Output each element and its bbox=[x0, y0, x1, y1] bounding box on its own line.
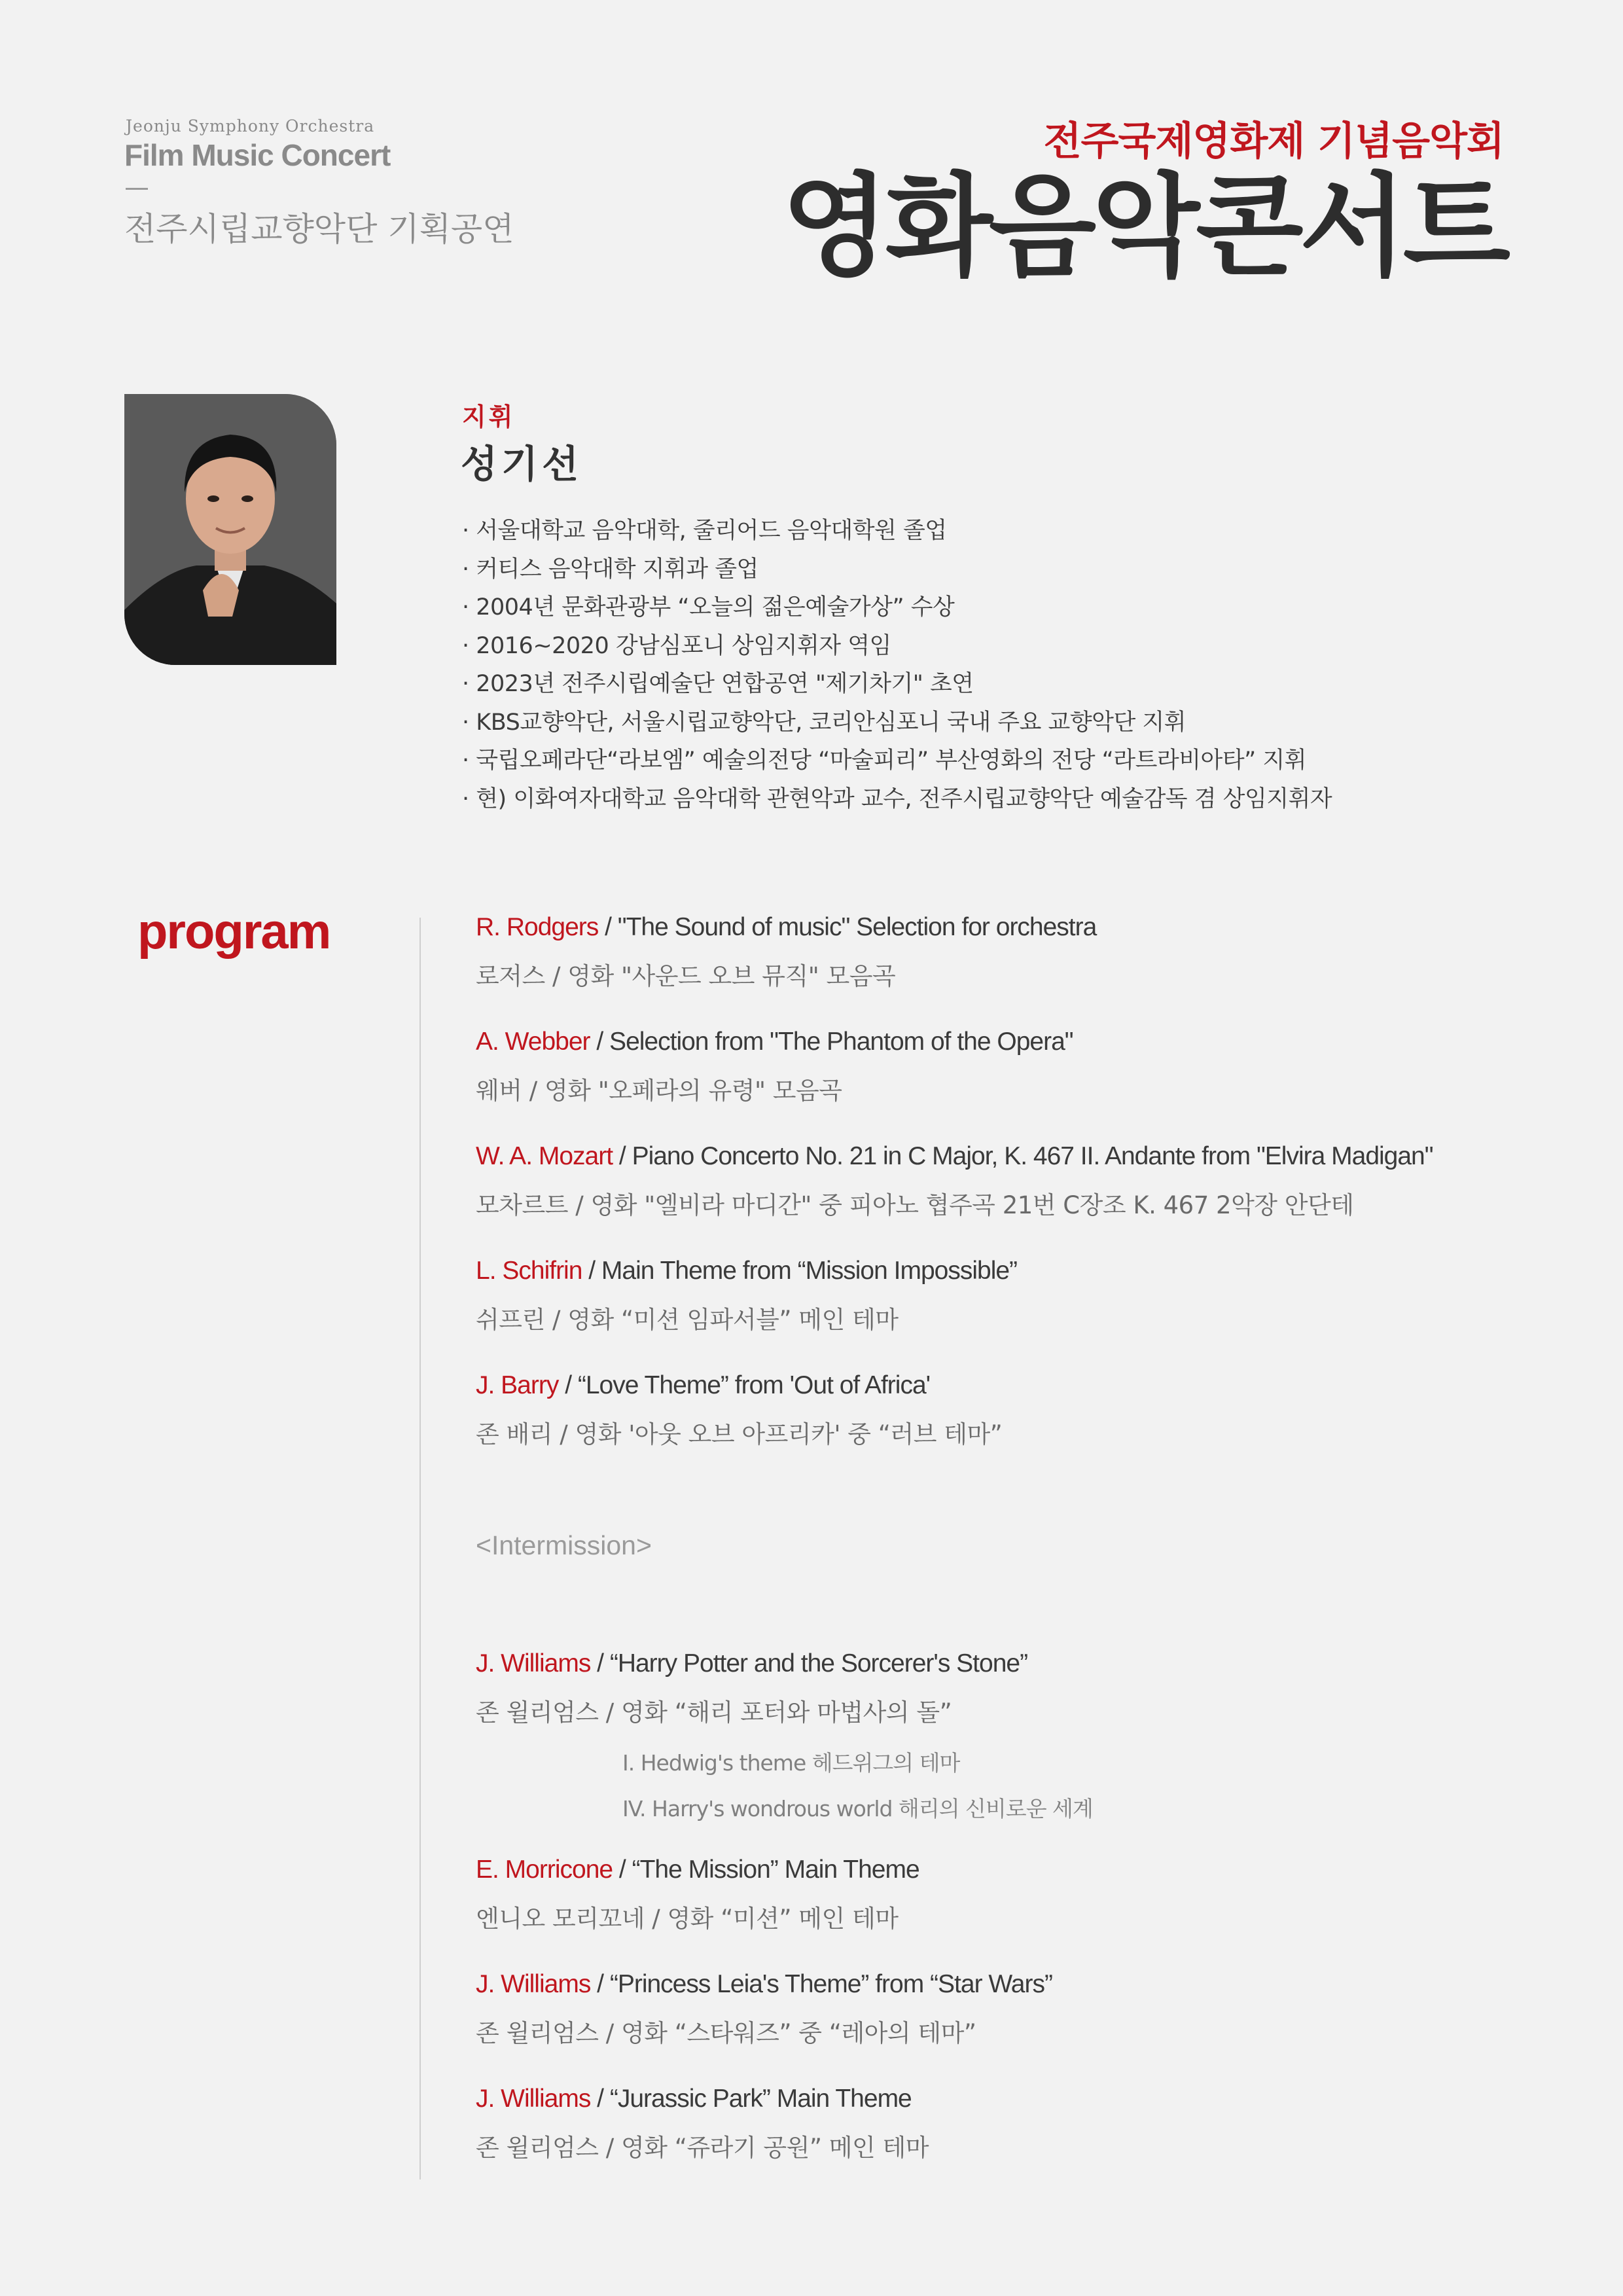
conductor-photo bbox=[124, 394, 336, 665]
event-title: 전주국제영화제 기념음악회 bbox=[1043, 118, 1504, 164]
bio-item: · 현) 이화여자대학교 음악대학 관현악과 교수, 전주시립교향악단 예술감독 겸 상임지휘자 bbox=[462, 785, 1332, 812]
conductor-role: 지휘 bbox=[462, 403, 516, 431]
program-item bbox=[476, 1257, 1017, 1335]
conductor-name: 성기선 bbox=[461, 442, 583, 486]
piece-title: / Selection from "The Phantom of the Opera" bbox=[590, 1028, 1073, 1056]
movement-item: I. Hedwig's theme 헤드위그의 테마 bbox=[622, 1750, 960, 1776]
composer-name: R. Rodgers bbox=[476, 913, 599, 941]
intermission-label: <Intermission> bbox=[476, 1530, 652, 1560]
piece-title-kr: 웨버 / 영화 "오페라의 유령" 모음곡 bbox=[476, 1077, 842, 1105]
conductor-bio bbox=[462, 512, 1332, 818]
composer-name: L. Schifrin bbox=[476, 1257, 582, 1285]
program-item bbox=[476, 1142, 1433, 1221]
piece-title: / “Princess Leia's Theme” from “Star Wars” bbox=[590, 1970, 1052, 1998]
bio-item: · 2016~2020 강남심포니 상임지휘자 역임 bbox=[462, 632, 891, 659]
composer-name: E. Morricone bbox=[476, 1856, 613, 1884]
piece-title-kr: 엔니오 모리꼬네 / 영화 “미션” 메인 테마 bbox=[476, 1905, 899, 1933]
piece-title: / Main Theme from “Mission Impossible” bbox=[582, 1257, 1018, 1285]
program-item bbox=[476, 913, 1096, 992]
composer-name: J. Barry bbox=[476, 1371, 559, 1399]
bio-item: · KBS교향악단, 서울시립교향악단, 코리안심포니 국내 주요 교향악단 지휘 bbox=[462, 709, 1186, 736]
piece-title-kr: 로저스 / 영화 "사운드 오브 뮤직" 모음곡 bbox=[476, 962, 896, 990]
piece-title: / “The Mission” Main Theme bbox=[613, 1856, 919, 1884]
program-heading: program bbox=[137, 904, 330, 960]
composer-name: A. Webber bbox=[476, 1028, 590, 1056]
portrait-illustration bbox=[124, 394, 336, 665]
program-item bbox=[476, 1856, 919, 1934]
piece-title: / Piano Concerto No. 21 in C Major, K. 467 II. Andante from "Elvira Madigan" bbox=[613, 1142, 1433, 1170]
piece-title: / “Jurassic Park” Main Theme bbox=[590, 2085, 912, 2113]
concert-title-logo: 영화음악콘서트 bbox=[781, 162, 1507, 292]
composer-name: J. Williams bbox=[476, 1970, 591, 1998]
piece-title-kr: 존 배리 / 영화 '아웃 오브 아프리카' 중 “러브 테마” bbox=[476, 1420, 1003, 1448]
composer-name: J. Williams bbox=[476, 1649, 591, 1677]
composer-name: W. A. Mozart bbox=[476, 1142, 613, 1170]
orchestra-name-en: Jeonju Symphony Orchestra bbox=[126, 117, 375, 135]
bio-item: · 2023년 전주시립예술단 연합공연 "제기차기" 초연 bbox=[462, 671, 974, 697]
bio-item: · 2004년 문화관광부 “오늘의 젊은예술가상” 수상 bbox=[462, 594, 955, 620]
piece-title-kr: 존 윌리엄스 / 영화 “해리 포터와 마법사의 돌” bbox=[476, 1698, 952, 1727]
piece-title: / "The Sound of music" Selection for orchestra bbox=[598, 913, 1097, 941]
bio-item: · 국립오페라단“라보엠” 예술의전당 “마술피리” 부산영화의 전당 “라트라비아타” 지휘 bbox=[462, 747, 1307, 774]
piece-title-kr: 쉬프린 / 영화 “미션 임파서블” 메인 테마 bbox=[476, 1306, 899, 1334]
bio-item: · 서울대학교 음악대학, 줄리어드 음악대학원 졸업 bbox=[462, 518, 947, 544]
program-item bbox=[476, 1649, 1027, 1728]
orchestra-subtitle-kr: 전주시립교향악단 기획공연 bbox=[124, 210, 514, 248]
piece-title-kr: 존 윌리엄스 / 영화 “스타워즈” 중 “레아의 테마” bbox=[476, 2019, 976, 2047]
concert-title-en: Film Music Concert bbox=[124, 138, 391, 172]
program-divider bbox=[419, 918, 421, 2179]
bio-item: · 커티스 음악대학 지휘과 졸업 bbox=[462, 556, 758, 583]
movement-item: IV. Harry's wondrous world 해리의 신비로운 세계 bbox=[622, 1796, 1093, 1821]
piece-title: / “Harry Potter and the Sorcerer's Stone” bbox=[590, 1649, 1028, 1677]
piece-title-kr: 존 윌리엄스 / 영화 “쥬라기 공원” 메인 테마 bbox=[476, 2134, 929, 2162]
program-item bbox=[476, 1371, 1002, 1450]
piece-title-kr: 모차르트 / 영화 "엘비라 마디간" 중 피아노 협주곡 21번 C장조 K. 467 2악장 안단테 bbox=[476, 1191, 1354, 1219]
program-item bbox=[476, 2085, 929, 2163]
program-item bbox=[476, 1970, 1052, 2049]
piece-title: / “Love Theme” from 'Out of Africa' bbox=[558, 1371, 931, 1399]
program-item bbox=[476, 1028, 1073, 1106]
composer-name: J. Williams bbox=[476, 2085, 591, 2113]
header-divider bbox=[126, 188, 148, 190]
